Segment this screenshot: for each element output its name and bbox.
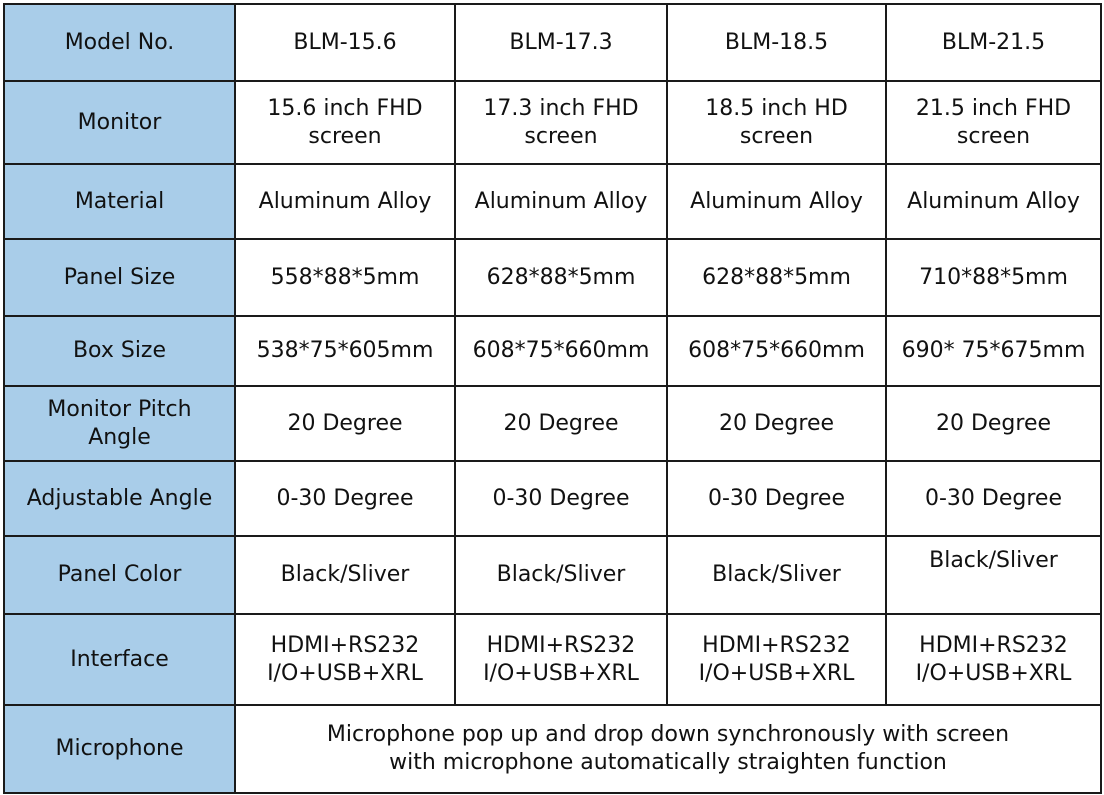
cell-value: 710*88*5mm <box>886 239 1101 316</box>
cell-value: 17.3 inch FHD screen <box>455 81 667 164</box>
cell-value: Aluminum Alloy <box>667 164 886 239</box>
cell-value: 20 Degree <box>667 386 886 461</box>
cell-value: 608*75*660mm <box>455 316 667 386</box>
row-label: Model No. <box>4 4 235 81</box>
row-label: Microphone <box>4 705 235 793</box>
cell-value: 20 Degree <box>886 386 1101 461</box>
cell-value: 0-30 Degree <box>667 461 886 536</box>
row-box-size <box>4 316 1101 386</box>
cell-value: HDMI+RS232 I/O+USB+XRL <box>667 614 886 705</box>
spec-table <box>3 3 1102 794</box>
row-label: Box Size <box>4 316 235 386</box>
microphone-description: Microphone pop up and drop down synchronously with screen with microphone automatically straighten function <box>235 705 1101 793</box>
row-monitor <box>4 81 1101 164</box>
cell-value: 18.5 inch HD screen <box>667 81 886 164</box>
cell-value: 0-30 Degree <box>235 461 455 536</box>
cell-value: 690* 75*675mm <box>886 316 1101 386</box>
cell-value: 538*75*605mm <box>235 316 455 386</box>
cell-value: Black/Sliver <box>886 536 1101 614</box>
cell-value: Aluminum Alloy <box>886 164 1101 239</box>
row-panel-color <box>4 536 1101 614</box>
cell-value: 0-30 Degree <box>455 461 667 536</box>
cell-value: HDMI+RS232 I/O+USB+XRL <box>455 614 667 705</box>
row-microphone <box>4 705 1101 793</box>
cell-value: Aluminum Alloy <box>235 164 455 239</box>
row-interface <box>4 614 1101 705</box>
cell-value: HDMI+RS232 I/O+USB+XRL <box>235 614 455 705</box>
row-label: Monitor <box>4 81 235 164</box>
row-model-no <box>4 4 1101 81</box>
row-label: Adjustable Angle <box>4 461 235 536</box>
cell-value: BLM-18.5 <box>667 4 886 81</box>
cell-value: 0-30 Degree <box>886 461 1101 536</box>
cell-value: BLM-15.6 <box>235 4 455 81</box>
row-adjustable-angle <box>4 461 1101 536</box>
row-material <box>4 164 1101 239</box>
cell-value: Black/Sliver <box>235 536 455 614</box>
row-panel-size <box>4 239 1101 316</box>
cell-value: 15.6 inch FHD screen <box>235 81 455 164</box>
cell-value: Black/Sliver <box>667 536 886 614</box>
cell-value: 558*88*5mm <box>235 239 455 316</box>
cell-value: 608*75*660mm <box>667 316 886 386</box>
cell-value: Aluminum Alloy <box>455 164 667 239</box>
cell-value: 628*88*5mm <box>667 239 886 316</box>
spec-table-body <box>4 4 1101 793</box>
cell-value: HDMI+RS232 I/O+USB+XRL <box>886 614 1101 705</box>
cell-value: 20 Degree <box>235 386 455 461</box>
cell-value: 20 Degree <box>455 386 667 461</box>
row-label: Panel Color <box>4 536 235 614</box>
row-monitor-pitch-angle <box>4 386 1101 461</box>
row-label: Interface <box>4 614 235 705</box>
row-label: Panel Size <box>4 239 235 316</box>
cell-value: Black/Sliver <box>455 536 667 614</box>
row-label: Monitor Pitch Angle <box>4 386 235 461</box>
cell-value: BLM-21.5 <box>886 4 1101 81</box>
cell-value: 21.5 inch FHD screen <box>886 81 1101 164</box>
cell-value: 628*88*5mm <box>455 239 667 316</box>
cell-value: BLM-17.3 <box>455 4 667 81</box>
row-label: Material <box>4 164 235 239</box>
